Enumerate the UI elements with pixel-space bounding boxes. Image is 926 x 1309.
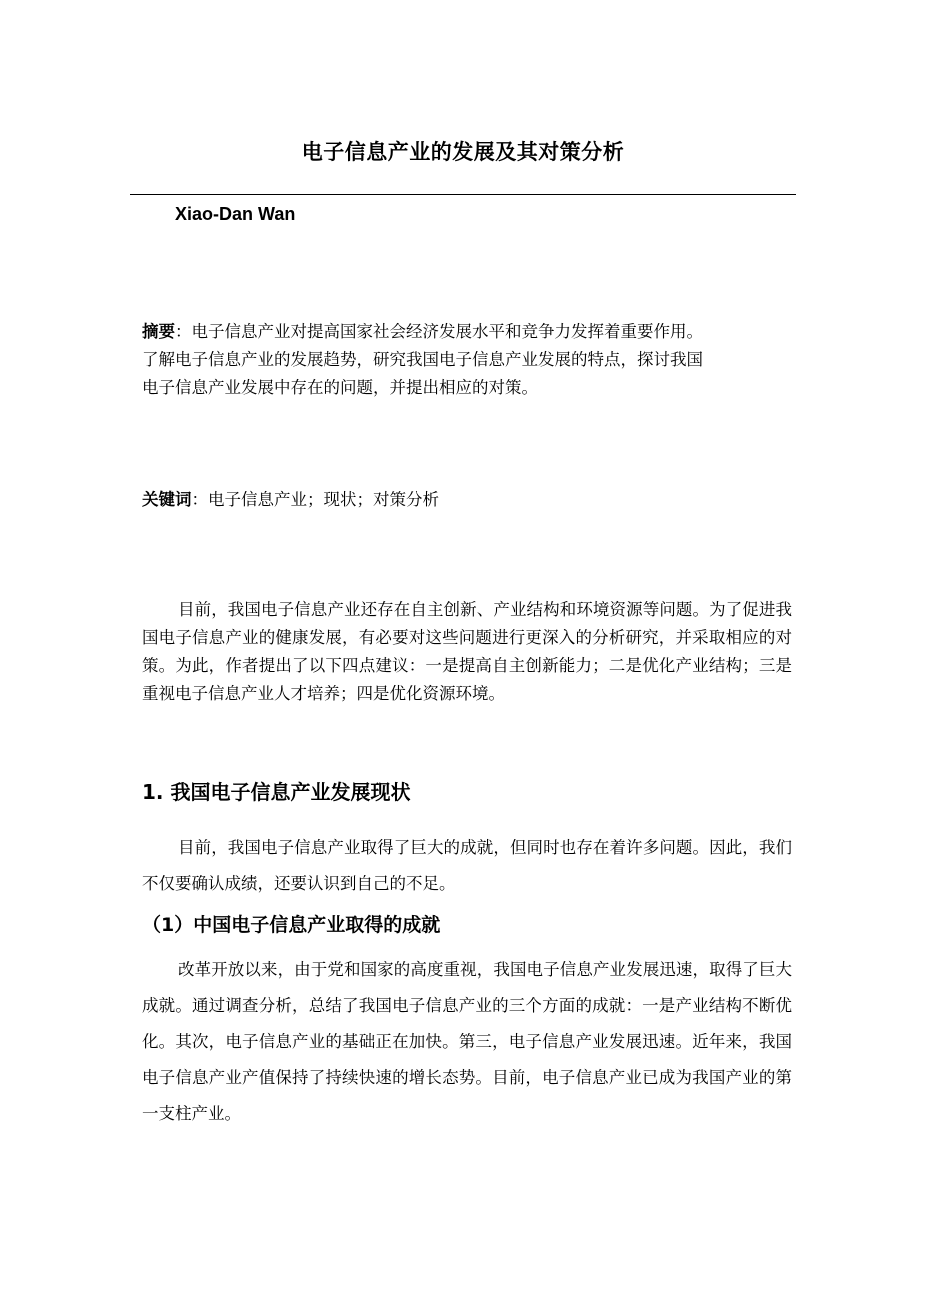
abstract-text-1: 电子信息产业对提高国家社会经济发展水平和竞争力发挥着重要作用。 — [191, 322, 703, 341]
abstract-line-2: 了解电子信息产业的发展趋势，研究我国电子信息产业发展的特点，探讨我国 — [142, 350, 703, 369]
paper-title: 电子信息产业的发展及其对策分析 — [301, 140, 625, 164]
subsection-1-paragraph: 改革开放以来，由于党和国家的高度重视，我国电子信息产业发展迅速，取得了巨大成就。通过调查分析，总结了我国电子信息产业的三个方面的成就：一是产业结构不断优化。其次，电子信息产业的基础正在加快。第三，电子信息产业发展迅速。近年来，我国电子信息产业产值保持了持续快速的增长态势。目前，电子信息产业已成为我国产业的第一支柱产业。 — [142, 960, 792, 1123]
keywords — [142, 486, 792, 514]
title-divider — [130, 194, 796, 195]
abstract-line-1 — [142, 318, 792, 346]
keywords-text: 电子信息产业；现状；对策分析 — [208, 490, 439, 509]
keywords-label-sep: ： — [191, 490, 208, 509]
section-1-paragraph: 目前，我国电子信息产业取得了巨大的成就，但同时也存在着许多问题。因此，我们不仅要确认成绩，还要认识到自己的不足。 — [142, 838, 792, 893]
section-1-heading: 1. 我国电子信息产业发展现状 — [142, 780, 411, 804]
intro-paragraph: 目前，我国电子信息产业还存在自主创新、产业结构和环境资源等问题。为了促进我国电子信息产业的健康发展，有必要对这些问题进行更深入的分析研究，并采取相应的对策。为此，作者提出了以下四点建议：一是提高自主创新能力；二是优化产业结构；三是重视电子信息产业人才培养；四是优化资源环境。 — [142, 600, 792, 703]
abstract-label: 摘要 — [142, 322, 175, 341]
author-name: Xiao-Dan Wan — [175, 204, 296, 224]
abstract — [142, 318, 792, 402]
abstract-label-sep: ： — [175, 322, 192, 341]
keywords-label: 关键词 — [142, 490, 192, 509]
subsection-1-heading: （1）中国电子信息产业取得的成就 — [142, 914, 441, 936]
abstract-line-3: 电子信息产业发展中存在的问题，并提出相应的对策。 — [142, 378, 538, 397]
